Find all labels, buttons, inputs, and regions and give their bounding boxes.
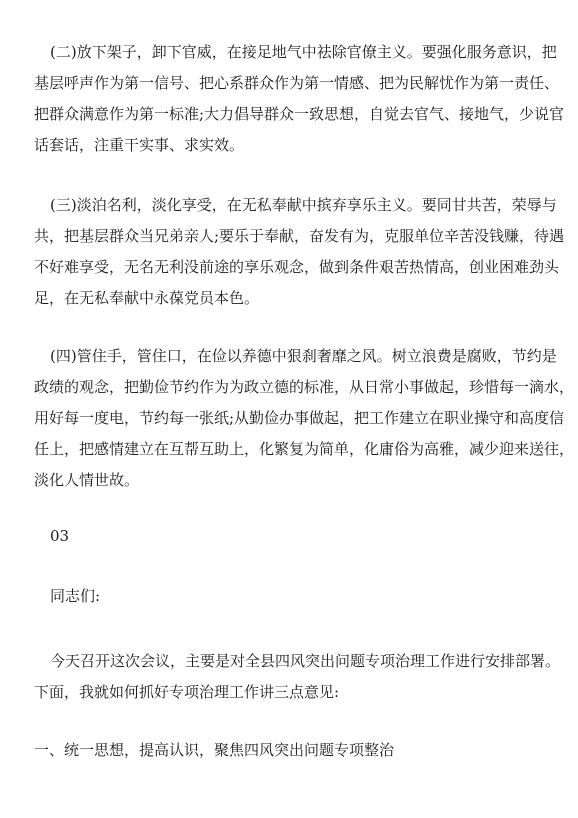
paragraph-line: 共，把基层群众当兄弟亲人;要乐于奉献，奋发有为，克服单位辛苦没钱赚，待遇 — [34, 227, 565, 245]
paragraph-line: 下面，我就如何抓好专项治理工作讲三点意见: — [34, 683, 340, 701]
paragraph-line: 话套话，注重干实事、求实效。 — [34, 136, 245, 154]
paragraph-line: 今天召开这次会议，主要是对全县四风突出问题专项治理工作进行安排部署。 — [50, 652, 561, 670]
paragraph-line: 足，在无私奉献中永葆党员本色。 — [34, 289, 260, 307]
section-heading: 一、统一思想，提高认识，聚焦四风突出问题专项整治 — [34, 741, 395, 759]
section-number: 03 — [50, 527, 70, 545]
paragraph-line: 用好每一度电，节约每一张纸;从勤俭办事做起，把工作建立在职业操守和高度信 — [34, 409, 565, 427]
paragraph-two — [34, 37, 565, 161]
paragraph-line: 基层呼声作为第一信号、把心系群众作为第一情感、把为民解忧作为第一责任、 — [34, 74, 560, 92]
paragraph-four — [34, 341, 575, 496]
paragraph-line: 政绩的观念，把勤俭节约作为为政立德的标准，从日常小事做起，珍惜每一滴水， — [34, 378, 575, 396]
paragraph-line: 把群众满意作为第一标准;大力倡导群众一致思想，自觉去官气、接地气，少说官 — [34, 105, 565, 123]
paragraph-three — [34, 190, 565, 314]
paragraph-line: 不好难享受，无名无利没前途的享乐观念，做到条件艰苦热情高，创业困难劲头 — [34, 258, 560, 276]
paragraph-line: (二)放下架子，卸下官威，在接足地气中祛除官僚主义。要强化服务意识，把 — [50, 43, 557, 61]
greeting: 同志们: — [50, 587, 101, 605]
intro-paragraph — [34, 646, 561, 708]
paragraph-line: (三)淡泊名利，淡化享受，在无私奉献中摈弃享乐主义。要同甘共苦，荣辱与 — [50, 196, 557, 214]
paragraph-line: 淡化人情世故。 — [34, 471, 140, 489]
paragraph-line: 任上，把感情建立在互帮互助上，化繁复为简单，化庸俗为高雅，减少迎来送往， — [34, 440, 575, 458]
paragraph-line: (四)管住手，管住口，在俭以养德中狠刹奢靡之风。树立浪费是腐败，节约是 — [50, 347, 557, 365]
